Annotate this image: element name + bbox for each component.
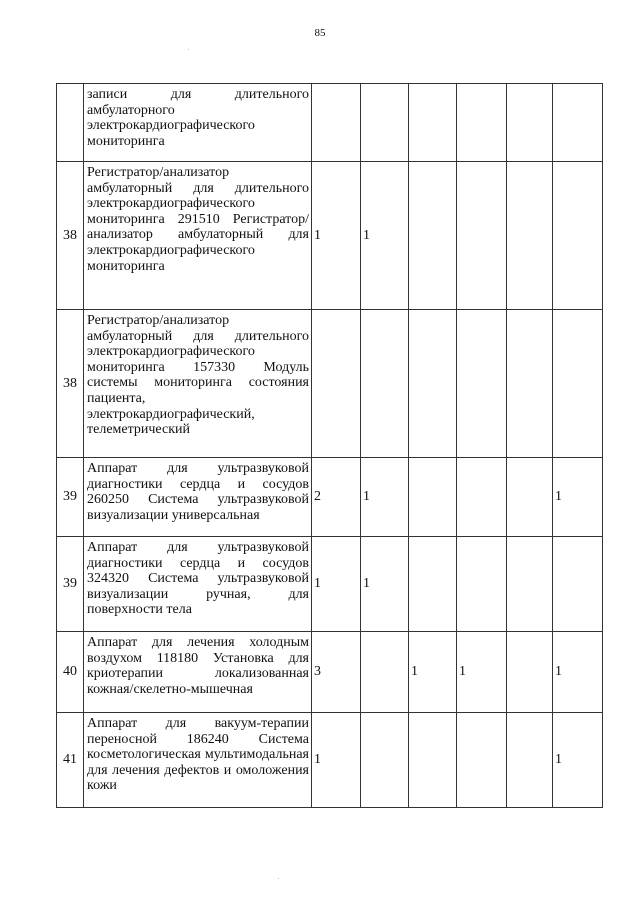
equipment-description: Регистратор/анализатор амбулаторный для длительного электрокардиографического мониторинга 291510 Регистратор/анализатор амбулаторный для электрокардиографического мониторинга xyxy=(84,162,312,310)
quantity-cell xyxy=(507,162,553,310)
quantity-cell xyxy=(553,537,603,632)
row-number: 41 xyxy=(57,713,84,808)
equipment-description: Регистратор/анализатор амбулаторный для длительного электрокардиографического мониторинга 157330 Модуль системы мониторинга состояния пациента, электрокардиографический, телеметрический xyxy=(84,310,312,458)
quantity-cell xyxy=(361,84,409,162)
quantity-cell xyxy=(507,632,553,713)
quantity-cell xyxy=(457,537,507,632)
quantity-cell: 1 xyxy=(553,713,603,808)
scan-speck xyxy=(278,878,279,879)
quantity-cell xyxy=(553,84,603,162)
quantity-cell xyxy=(409,84,457,162)
quantity-cell xyxy=(409,537,457,632)
quantity-cell xyxy=(361,310,409,458)
quantity-cell: 1 xyxy=(312,537,361,632)
equipment-description: Аппарат для ультразвуковой диагностики сердца и сосудов 324320 Система ультразвуковой визуализации ручная, для поверхности тела xyxy=(84,537,312,632)
quantity-cell xyxy=(553,310,603,458)
quantity-cell: 2 xyxy=(312,458,361,537)
equipment-table xyxy=(56,83,603,808)
quantity-cell xyxy=(409,458,457,537)
equipment-description: Аппарат для лечения холодным воздухом 118180 Установка для криотерапии локализованная кожная/скелетно-мышечная xyxy=(84,632,312,713)
table-row xyxy=(57,458,603,537)
row-number: 40 xyxy=(57,632,84,713)
quantity-cell xyxy=(312,310,361,458)
quantity-cell xyxy=(553,162,603,310)
quantity-cell: 1 xyxy=(361,537,409,632)
row-number xyxy=(57,84,84,162)
quantity-cell xyxy=(457,310,507,458)
table-row xyxy=(57,713,603,808)
quantity-cell xyxy=(409,310,457,458)
quantity-cell xyxy=(507,310,553,458)
row-number: 39 xyxy=(57,458,84,537)
quantity-cell xyxy=(457,458,507,537)
row-number: 38 xyxy=(57,310,84,458)
quantity-cell: 1 xyxy=(409,632,457,713)
table-row xyxy=(57,162,603,310)
row-number: 38 xyxy=(57,162,84,310)
equipment-description: записи для длительного амбулаторного электрокардиографического мониторинга xyxy=(84,84,312,162)
quantity-cell xyxy=(361,713,409,808)
quantity-cell xyxy=(507,537,553,632)
quantity-cell: 3 xyxy=(312,632,361,713)
quantity-cell: 1 xyxy=(553,458,603,537)
equipment-description: Аппарат для ультразвуковой диагностики сердца и сосудов 260250 Система ультразвуковой визуализации универсальная xyxy=(84,458,312,537)
quantity-cell: 1 xyxy=(457,632,507,713)
quantity-cell xyxy=(507,458,553,537)
quantity-cell xyxy=(457,713,507,808)
scan-speck xyxy=(188,49,189,50)
quantity-cell xyxy=(457,84,507,162)
quantity-cell: 1 xyxy=(553,632,603,713)
quantity-cell xyxy=(312,84,361,162)
quantity-cell: 1 xyxy=(361,458,409,537)
page-number: 85 xyxy=(314,27,326,39)
table-row xyxy=(57,84,603,162)
quantity-cell xyxy=(409,713,457,808)
quantity-cell: 1 xyxy=(361,162,409,310)
quantity-cell: 1 xyxy=(312,713,361,808)
quantity-cell xyxy=(361,632,409,713)
quantity-cell xyxy=(507,713,553,808)
table-row xyxy=(57,310,603,458)
quantity-cell xyxy=(409,162,457,310)
table-row xyxy=(57,537,603,632)
row-number: 39 xyxy=(57,537,84,632)
quantity-cell xyxy=(457,162,507,310)
quantity-cell xyxy=(507,84,553,162)
quantity-cell: 1 xyxy=(312,162,361,310)
equipment-description: Аппарат для вакуум-терапии переносной 186240 Система косметологическая мультимодальная для лечения дефектов и омоложения кожи xyxy=(84,713,312,808)
table-row xyxy=(57,632,603,713)
